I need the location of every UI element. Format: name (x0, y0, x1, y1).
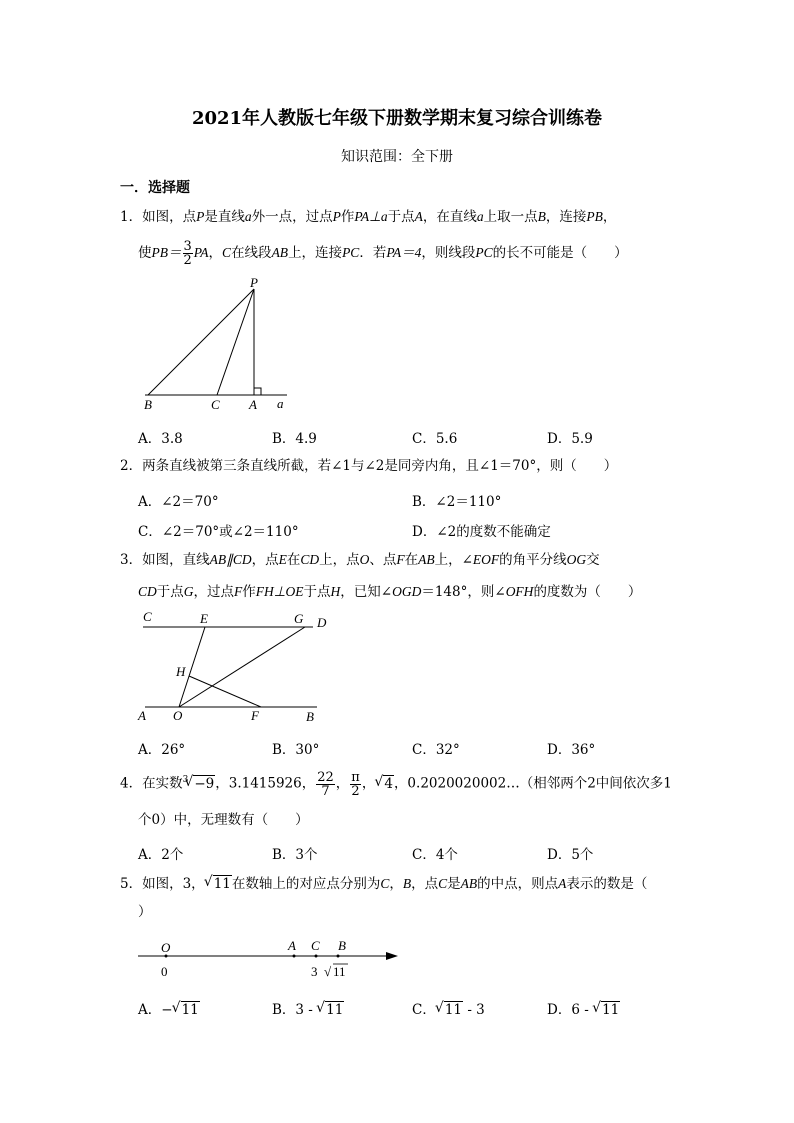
var: FH⊥OE (255, 584, 304, 599)
option-text: B．3 - (272, 1002, 318, 1018)
fraction-denominator: 2 (351, 783, 360, 799)
q3-text: 在 (404, 552, 419, 568)
q2-option-c[interactable]: C．∠2＝70°或∠2＝110° (138, 524, 299, 540)
var: PA＝4 (386, 245, 422, 260)
q3-text: 、点 (369, 552, 397, 568)
q5-option-b[interactable] (272, 998, 344, 1018)
q1-text: ．若 (359, 245, 387, 261)
label-A: A (138, 708, 146, 723)
var: E (278, 552, 287, 567)
q1-text: 如图，点 (142, 209, 197, 225)
q1-number: 1． (120, 209, 143, 225)
q4-option-b[interactable]: B．3个 (272, 847, 318, 863)
q3-text: ，过点 (193, 584, 235, 600)
label-zero: 0 (161, 964, 168, 979)
q5-line2: ） (138, 904, 152, 920)
var: OFH (505, 584, 534, 599)
square-root (436, 1002, 463, 1018)
option-text: D．6 - (547, 1002, 594, 1018)
q1-text: 上取一点 (483, 209, 538, 225)
fraction-denominator: 7 (321, 783, 330, 799)
q5-option-a[interactable] (138, 998, 200, 1018)
q4-option-c[interactable]: C．4个 (412, 847, 458, 863)
q2-option-a[interactable]: A．∠2＝70° (138, 494, 219, 510)
fraction-numerator: 22 (317, 769, 334, 785)
q2-option-b[interactable]: B．∠2＝110° (412, 494, 502, 510)
var: A (558, 876, 567, 891)
q4-number: 4． (120, 775, 143, 792)
q3-text: ＝148°，则∠ (421, 584, 506, 600)
q3-text: 上，点 (319, 552, 360, 568)
q3-number: 3． (120, 552, 143, 568)
q3-option-b[interactable]: B．30° (272, 742, 320, 758)
page-subtitle: 知识范围：全下册 (341, 149, 453, 165)
fraction (350, 771, 361, 798)
square-root (317, 1002, 344, 1018)
label-O: O (173, 708, 183, 723)
fraction (316, 771, 335, 798)
q1-text: 的长不可能是（ ） (492, 245, 628, 261)
q1-line1: 1．如图，点P是直线a外一点，过点P作PA⊥a于点A，在直线a上取一点B，连接PB， (120, 209, 617, 225)
cube-root (182, 774, 215, 794)
fraction-denominator: 2 (183, 253, 192, 268)
square-root (205, 874, 232, 894)
q3-text: 于点 (156, 584, 184, 600)
radicand: 11 (326, 1002, 344, 1018)
var: PA (193, 245, 209, 260)
q3-text: 上，∠ (434, 552, 473, 568)
label-G: G (294, 611, 304, 626)
q3-text: 于点 (303, 584, 331, 600)
q3-line1 (120, 550, 600, 570)
label-A: A (249, 397, 257, 412)
label-B: B (306, 709, 314, 724)
var: CD (138, 584, 157, 599)
square-root (593, 1002, 620, 1018)
radicand: −9 (194, 775, 215, 792)
q3-text: 如图，直线 (142, 552, 210, 568)
var: G (183, 584, 194, 599)
label-E: E (200, 611, 208, 626)
label-O: O (161, 940, 171, 955)
q3-text: ，点 (251, 552, 279, 568)
q1-option-c[interactable]: C．5.6 (412, 431, 458, 447)
q5-text: 在数轴上的对应点分别为 (231, 876, 381, 892)
q1-option-d[interactable]: D．5.9 (547, 431, 593, 447)
label-a: a (277, 396, 284, 411)
q2-number: 2． (120, 458, 143, 474)
var: P (332, 209, 341, 224)
radicand: 11 (181, 1002, 199, 1018)
var: a (244, 209, 252, 224)
q1-text: 在线段 (231, 245, 272, 261)
q3-text: 的角平分线 (499, 552, 567, 568)
fraction (183, 240, 193, 267)
label-H: H (176, 664, 186, 679)
q2-text: 两条直线被第三条直线所截，若∠1与∠2是同旁内角，且∠1＝70°，则（ ） (142, 458, 618, 474)
q3-figure (135, 605, 335, 730)
q5-text: ，点 (411, 876, 439, 892)
q4-text: ， (361, 775, 376, 792)
q1-text: 是直线 (204, 209, 245, 225)
var: PC (475, 245, 493, 260)
q1-text: ， (208, 245, 223, 261)
var: B (402, 876, 412, 891)
q1-option-a[interactable]: A．3.8 (138, 431, 183, 447)
radicand: 11 (213, 876, 231, 892)
var: H (330, 584, 341, 599)
q4-text: ，3.1415926， (215, 775, 316, 792)
var: CD (300, 552, 320, 567)
q1-text: ，则线段 (421, 245, 476, 261)
q3-line2 (138, 582, 641, 602)
var: B (537, 209, 546, 224)
section-title: 一．选择题 (120, 180, 190, 196)
var: PB (586, 209, 603, 224)
q1-line2 (138, 240, 628, 267)
var: OGD (392, 584, 422, 599)
q4-line1 (120, 770, 672, 798)
label-B: B (338, 938, 346, 953)
option-text: - 3 (463, 1002, 485, 1018)
q5-line1: 5．如图，3，√ 11在数轴上的对应点分别为C，B，点C是AB的中点，则点A表示的数是（ (120, 874, 647, 894)
label-D: D (317, 615, 327, 630)
label-F: F (251, 708, 259, 723)
label-B: B (144, 397, 152, 412)
q3-text: 交 (586, 552, 600, 568)
q4-option-a[interactable]: A．2个 (138, 847, 184, 863)
q3-text: 的度数为（ ） (533, 584, 642, 600)
radicand: 11 (602, 1002, 620, 1018)
sqrt-sign: √ (324, 964, 332, 979)
q5-text: 是 (447, 876, 461, 892)
var: AB (271, 245, 289, 260)
var: PB＝ (151, 245, 182, 260)
var: OG (566, 552, 587, 567)
q5-text: 的中点，则点 (477, 876, 559, 892)
page-title: 2021年人教版七年级下册数学期末复习综合训练卷 (191, 108, 603, 129)
q5-number: 5． (120, 876, 143, 892)
radicand: 11 (444, 1002, 463, 1018)
q4-line2: 个0）中，无理数有（ ） (138, 812, 309, 828)
q5-number-line (130, 932, 405, 982)
q3-text: ，已知∠ (340, 584, 393, 600)
cbrt-index: 3 (182, 775, 189, 785)
var: EOF (472, 552, 500, 567)
var: O (359, 552, 370, 567)
q4-option-d[interactable]: D．5个 (547, 847, 594, 863)
var: C (222, 245, 232, 260)
q1-text: ，在直线 (422, 209, 477, 225)
label-three: 3 (311, 964, 318, 979)
label-C: C (143, 609, 152, 624)
q2-option-d[interactable]: D．∠2的度数不能确定 (412, 524, 551, 540)
q1-text: 上，连接 (288, 245, 343, 261)
var: AB (418, 552, 435, 567)
q1-option-b[interactable]: B．4.9 (272, 431, 317, 447)
q1-text: ，连接 (545, 209, 587, 225)
q1-figure (135, 275, 305, 415)
radicand: 4 (384, 775, 393, 792)
q3-text: 在 (286, 552, 301, 568)
q4-text: ，0.2020020002…（相邻两个2中间依次多1 (393, 775, 672, 792)
q3-option-a[interactable]: A．26° (138, 742, 186, 758)
var: AB (460, 876, 478, 891)
q4-text: 在实数 (142, 775, 183, 792)
option-text: C． (412, 1002, 436, 1018)
q3-option-c[interactable]: C．32° (412, 742, 460, 758)
q4-text: ， (335, 775, 350, 792)
q1-text: 外一点，过点 (251, 209, 333, 225)
q5-text: 表示的数是（ (566, 876, 648, 892)
q5-option-c[interactable] (412, 998, 485, 1018)
var: a (476, 209, 484, 224)
var: C (438, 876, 448, 891)
q5-text: 如图，3， (142, 876, 205, 892)
square-root (173, 1002, 200, 1018)
label-A: A (288, 938, 296, 953)
fraction-numerator: π (351, 769, 360, 785)
label-C: C (211, 397, 220, 412)
q2-line1 (120, 456, 617, 476)
label-sqrt11: 11 (333, 964, 346, 979)
q5-option-d[interactable] (547, 998, 620, 1018)
var: C (380, 876, 390, 891)
q1-text: 使 (138, 245, 152, 261)
var: PA⊥a (354, 209, 388, 224)
q1-text: 于点 (387, 209, 415, 225)
q3-text: 作 (242, 584, 256, 600)
label-P: P (250, 275, 258, 290)
q1-text: 作 (340, 209, 355, 225)
var: PC (342, 245, 360, 260)
square-root (375, 774, 394, 794)
var: AB∥CD (209, 552, 252, 567)
label-C: C (311, 938, 320, 953)
q3-option-d[interactable]: D．36° (547, 742, 596, 758)
var: F (234, 584, 243, 599)
var: P (196, 209, 205, 224)
fraction-numerator: 3 (183, 239, 192, 254)
var: F (396, 552, 405, 567)
option-text: A．− (138, 1002, 173, 1018)
var: A (414, 209, 423, 224)
